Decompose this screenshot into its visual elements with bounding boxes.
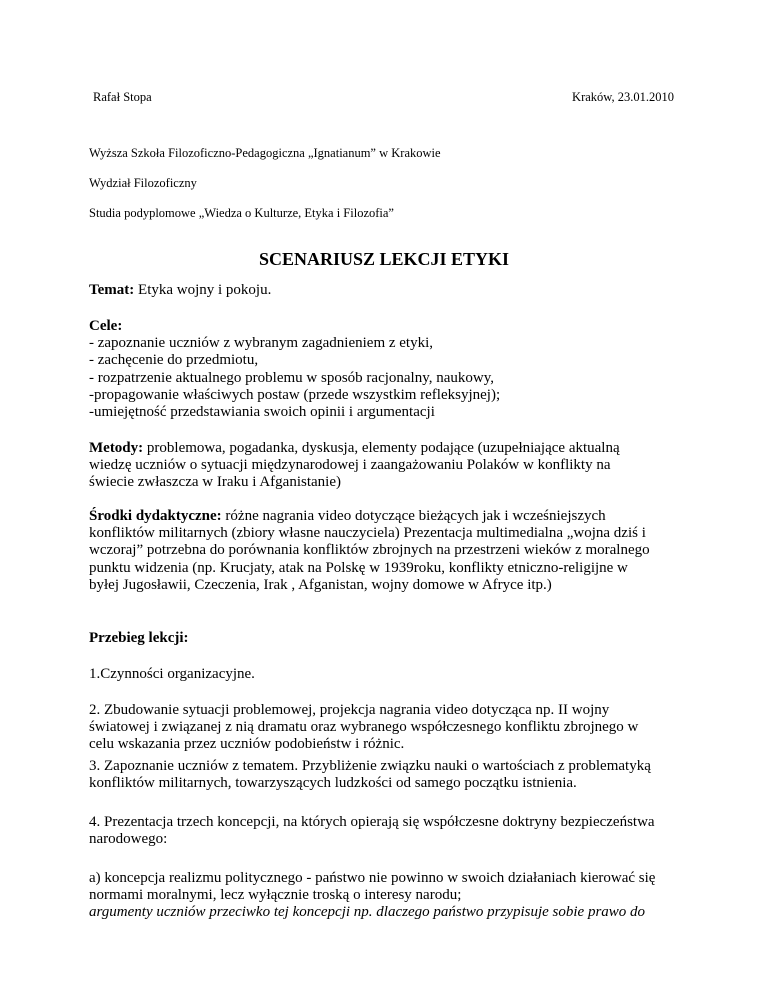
program-name: Studia podyplomowe „Wiedza o Kulturze, Etyka i Filozofia” — [89, 206, 394, 220]
teaching-aids-text-line: byłej Jugosławii, Czeczenia, Irak , Afganistan, wojny domowe w Afryce itp.) — [89, 576, 552, 593]
methods-text-line: świecie zwłaszcza w Iraku i Afganistanie) — [89, 474, 341, 491]
document-title: SCENARIUSZ LEKCJI ETYKI — [258, 249, 510, 269]
lesson-step — [89, 758, 679, 792]
goal-item: -propagowanie właściwych postaw (przede wszystkim refleksyjnej); — [89, 386, 501, 403]
topic-value: Etyka wojny i pokoju. — [134, 282, 272, 298]
lesson-step-line: celu wskazania przez uczniów podobieństw i różnic. — [89, 736, 405, 753]
goal-item: - zapoznanie uczniów z wybranym zagadnieniem z etyki, — [89, 335, 434, 352]
lesson-step-line: narodowego: — [89, 831, 168, 848]
goals-section — [89, 318, 679, 421]
lesson-step — [89, 702, 679, 754]
teaching-aids-text-line: punktu widzenia (np. Krucjaty, atak na Polskę w 1939roku, konflikty etniczno-religijne w — [89, 559, 628, 576]
document-date: Kraków, 23.01.2010 — [572, 90, 674, 104]
lesson-step-line: 2. Zbudowanie sytuacji problemowej, projekcja nagrania video dotycząca np. II wojny — [89, 702, 610, 718]
goal-item: - rozpatrzenie aktualnego problemu w sposób racjonalny, naukowy, — [89, 369, 495, 386]
lesson-step-line: 1.Czynności organizacyjne. — [89, 666, 255, 682]
lesson-step — [89, 666, 679, 683]
subpoint-line: a) koncepcja realizmu politycznego - państwo nie powinno w swoich działaniach kierować się — [89, 870, 656, 886]
subpoint-italic-line: argumenty uczniów przeciwko tej koncepcji np. dlaczego państwo przypisuje sobie prawo do — [89, 904, 646, 921]
topic-section — [89, 282, 679, 299]
topic-label: Temat: — [89, 282, 135, 298]
teaching-aids-text-line: różne nagrania video dotyczące bieżących jak i wcześniejszych — [221, 508, 606, 524]
methods-text-line: problemowa, pogadanka, dyskusja, elementy podające (uzupełniające aktualną — [143, 440, 620, 456]
lesson-flow-heading-section — [89, 630, 679, 647]
lesson-step-line: 3. Zapoznanie uczniów z tematem. Przybliżenie związku nauki o wartościach z problematyką — [89, 758, 651, 774]
author-name: Rafał Stopa — [93, 90, 152, 104]
institution-name: Wyższa Szkoła Filozoficzno-Pedagogiczna „Ignatianum” w Krakowie — [89, 146, 441, 160]
goals-label: Cele: — [89, 318, 123, 334]
lesson-step-line: światowej i związanej z nią dramatu oraz wybranego współczesnego konfliktu zbrojnego w — [89, 719, 639, 736]
goal-item: -umiejętność przedstawiania swoich opinii i argumentacji — [89, 404, 435, 421]
lesson-step-line: 4. Prezentacja trzech koncepcji, na których opierają się współczesne doktryny bezpieczeństwa — [89, 814, 655, 830]
methods-section — [89, 440, 679, 492]
faculty-name: Wydział Filozoficzny — [89, 176, 197, 190]
teaching-aids-label: Środki dydaktyczne: — [89, 508, 222, 524]
lesson-subpoint-a — [89, 870, 679, 922]
goal-item: - zachęcenie do przedmiotu, — [89, 352, 259, 369]
teaching-aids-text-line: konfliktów militarnych (zbiory własne nauczyciela) Prezentacja multimedialna „wojna dziś i — [89, 525, 646, 542]
lesson-step-line: konfliktów militarnych, towarzyszących ludzkości od samego początku istnienia. — [89, 775, 577, 792]
teaching-aids-text-line: wczoraj” potrzebna do porównania konfliktów zbrojnych na przestrzeni wieków z moralnego — [89, 542, 650, 559]
teaching-aids-section — [89, 508, 679, 594]
methods-label: Metody: — [89, 440, 144, 456]
lesson-flow-heading: Przebieg lekcji: — [89, 630, 189, 646]
methods-text-line: wiedzę uczniów o sytuacji międzynarodowej i zaangażowaniu Polaków w konflikty na — [89, 457, 611, 474]
lesson-step — [89, 814, 679, 848]
subpoint-line: normami moralnymi, lecz wyłącznie troską o interesy narodu; — [89, 887, 462, 904]
